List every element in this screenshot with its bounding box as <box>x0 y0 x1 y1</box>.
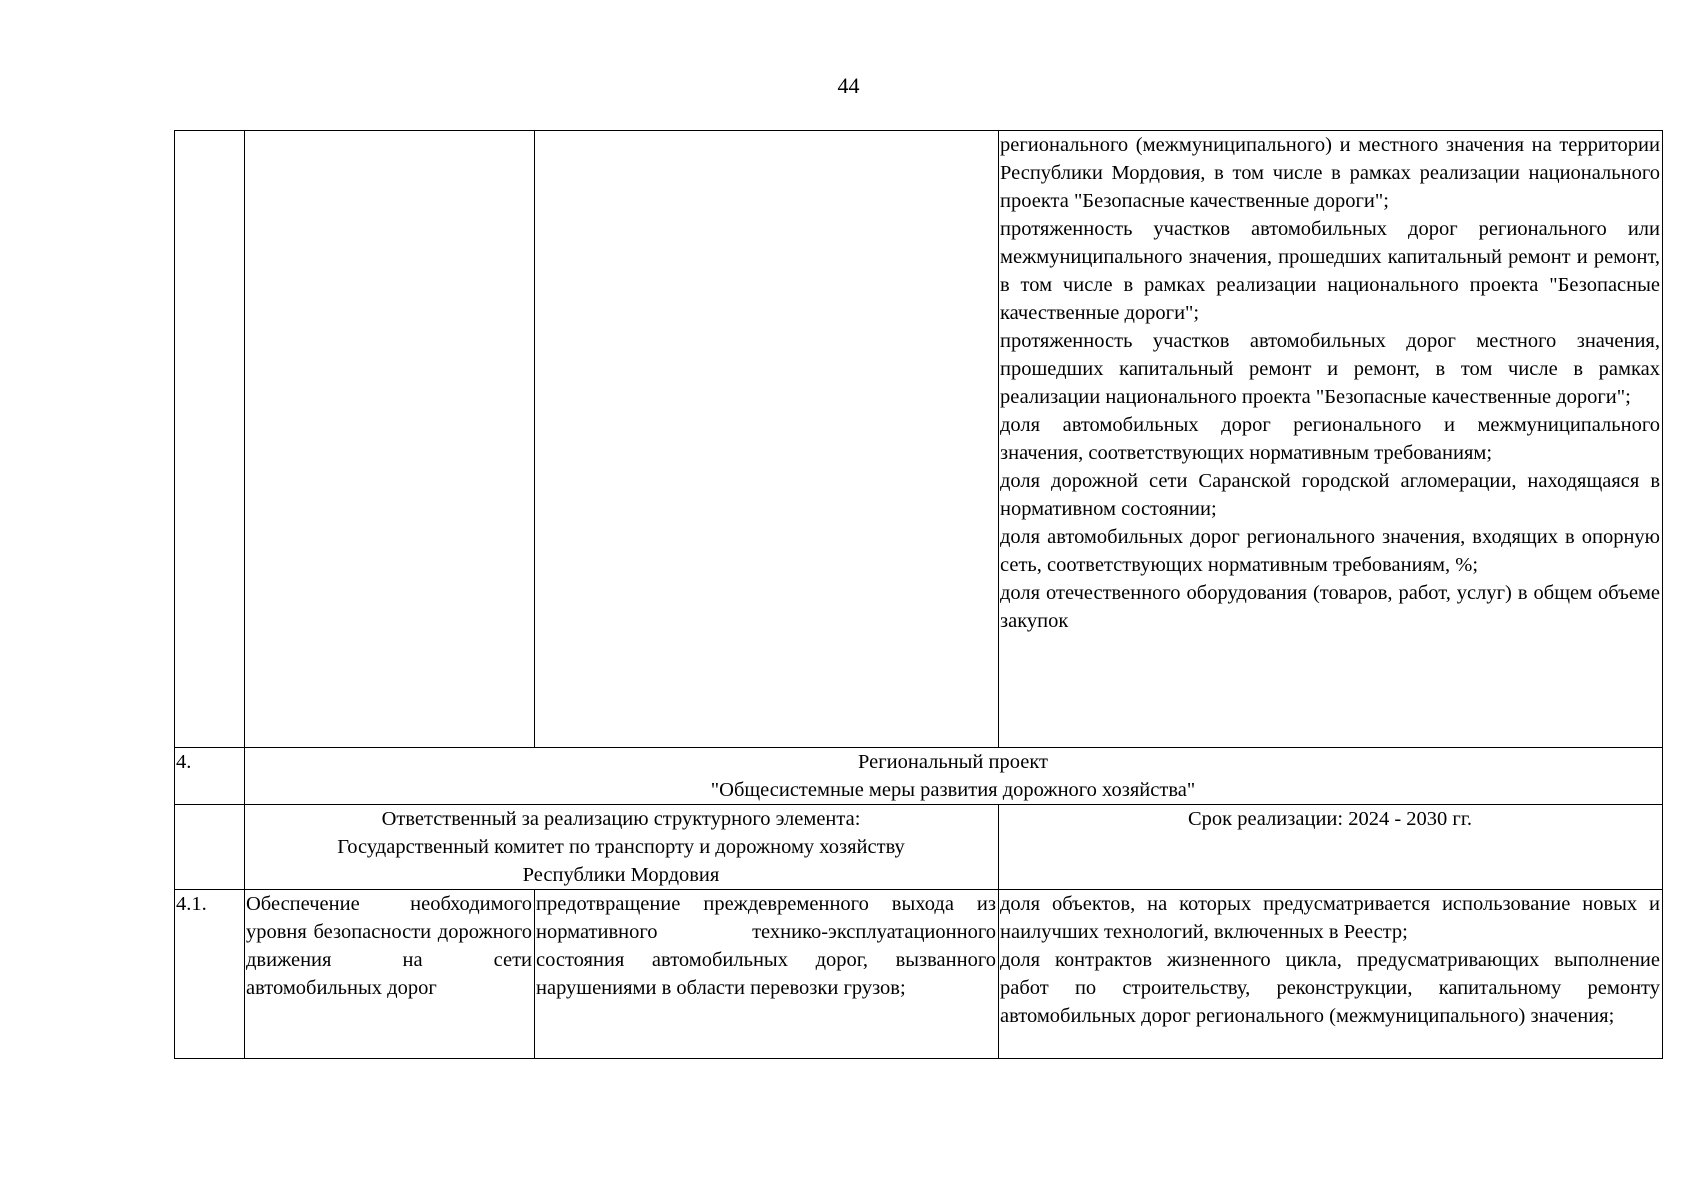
indicator-text: регионального (межмуниципального) и местного значения на территории Республики Мордовия, в том числе в рамках реализации национального проекта "Безопасные качественные дороги"; <box>1000 134 1660 212</box>
cell-effect: предотвращение преждевременного выхода из нормативного технико-эксплуатационного состояния автомобильных дорог, вызванного нарушениями в области перевозки грузов; <box>535 890 999 1059</box>
responsible-line: Государственный комитет по транспорту и дорожному хозяйству <box>337 836 905 858</box>
section-title-line: Региональный проект <box>858 751 1048 773</box>
cell-indicators <box>999 131 1663 748</box>
page-number: 44 <box>837 73 860 98</box>
section-number: 4. <box>175 748 245 805</box>
indicator-text: доля автомобильных дорог регионального и межмуниципального значения, соответствующих нормативным требованиям; <box>1000 414 1660 464</box>
section-title <box>245 748 1663 805</box>
program-table <box>174 130 1663 1059</box>
indicator-text: доля отечественного оборудования (товаров, работ, услуг) в общем объеме закупок <box>1000 582 1660 632</box>
cell-task <box>245 131 535 748</box>
cell-indicators <box>999 890 1663 1059</box>
cell-number: 4.1. <box>175 890 245 1059</box>
cell-effect <box>535 131 999 748</box>
responsible-cell <box>245 805 999 890</box>
responsible-row <box>175 805 1663 890</box>
table-row <box>175 131 1663 748</box>
table-row <box>175 890 1663 1059</box>
period-cell: Срок реализации: 2024 - 2030 гг. <box>999 805 1663 890</box>
indicator-text: доля объектов, на которых предусматривается использование новых и наилучших технологий, включенных в Реестр; <box>1000 893 1660 943</box>
cell-empty <box>175 805 245 890</box>
responsible-line: Республики Мордовия <box>522 864 720 886</box>
cell-task <box>245 890 535 1059</box>
indicator-text: протяженность участков автомобильных дорог регионального или межмуниципального значения, прошедших капитальный ремонт и ремонт, в том числе в рамках реализации национального проекта "Безопасные качественные дороги"; <box>1000 218 1660 324</box>
indicator-text: доля автомобильных дорог регионального значения, входящих в опорную сеть, соответствующих нормативным требованиям, %; <box>1000 526 1660 576</box>
indicator-text: доля контрактов жизненного цикла, предусматривающих выполнение работ по строительству, реконструкции, капитальному ремонту автомобильных дорог регионального (межмуниципального) значения; <box>1000 949 1660 1027</box>
task-text: Обеспечение необходимого уровня безопасности дорожного движения на сети автомобильных дорог <box>246 893 532 999</box>
indicator-text: доля дорожной сети Саранской городской агломерации, находящаяся в нормативном состоянии; <box>1000 470 1660 520</box>
indicator-text: протяженность участков автомобильных дорог местного значения, прошедших капитальный ремонт и ремонт, в том числе в рамках реализации национального проекта "Безопасные качественные дороги"; <box>1000 330 1660 408</box>
section-title-line: "Общесистемные меры развития дорожного хозяйства" <box>710 779 1196 801</box>
responsible-line: Ответственный за реализацию структурного элемента: <box>381 808 861 830</box>
section-header-row <box>175 748 1663 805</box>
cell-number <box>175 131 245 748</box>
